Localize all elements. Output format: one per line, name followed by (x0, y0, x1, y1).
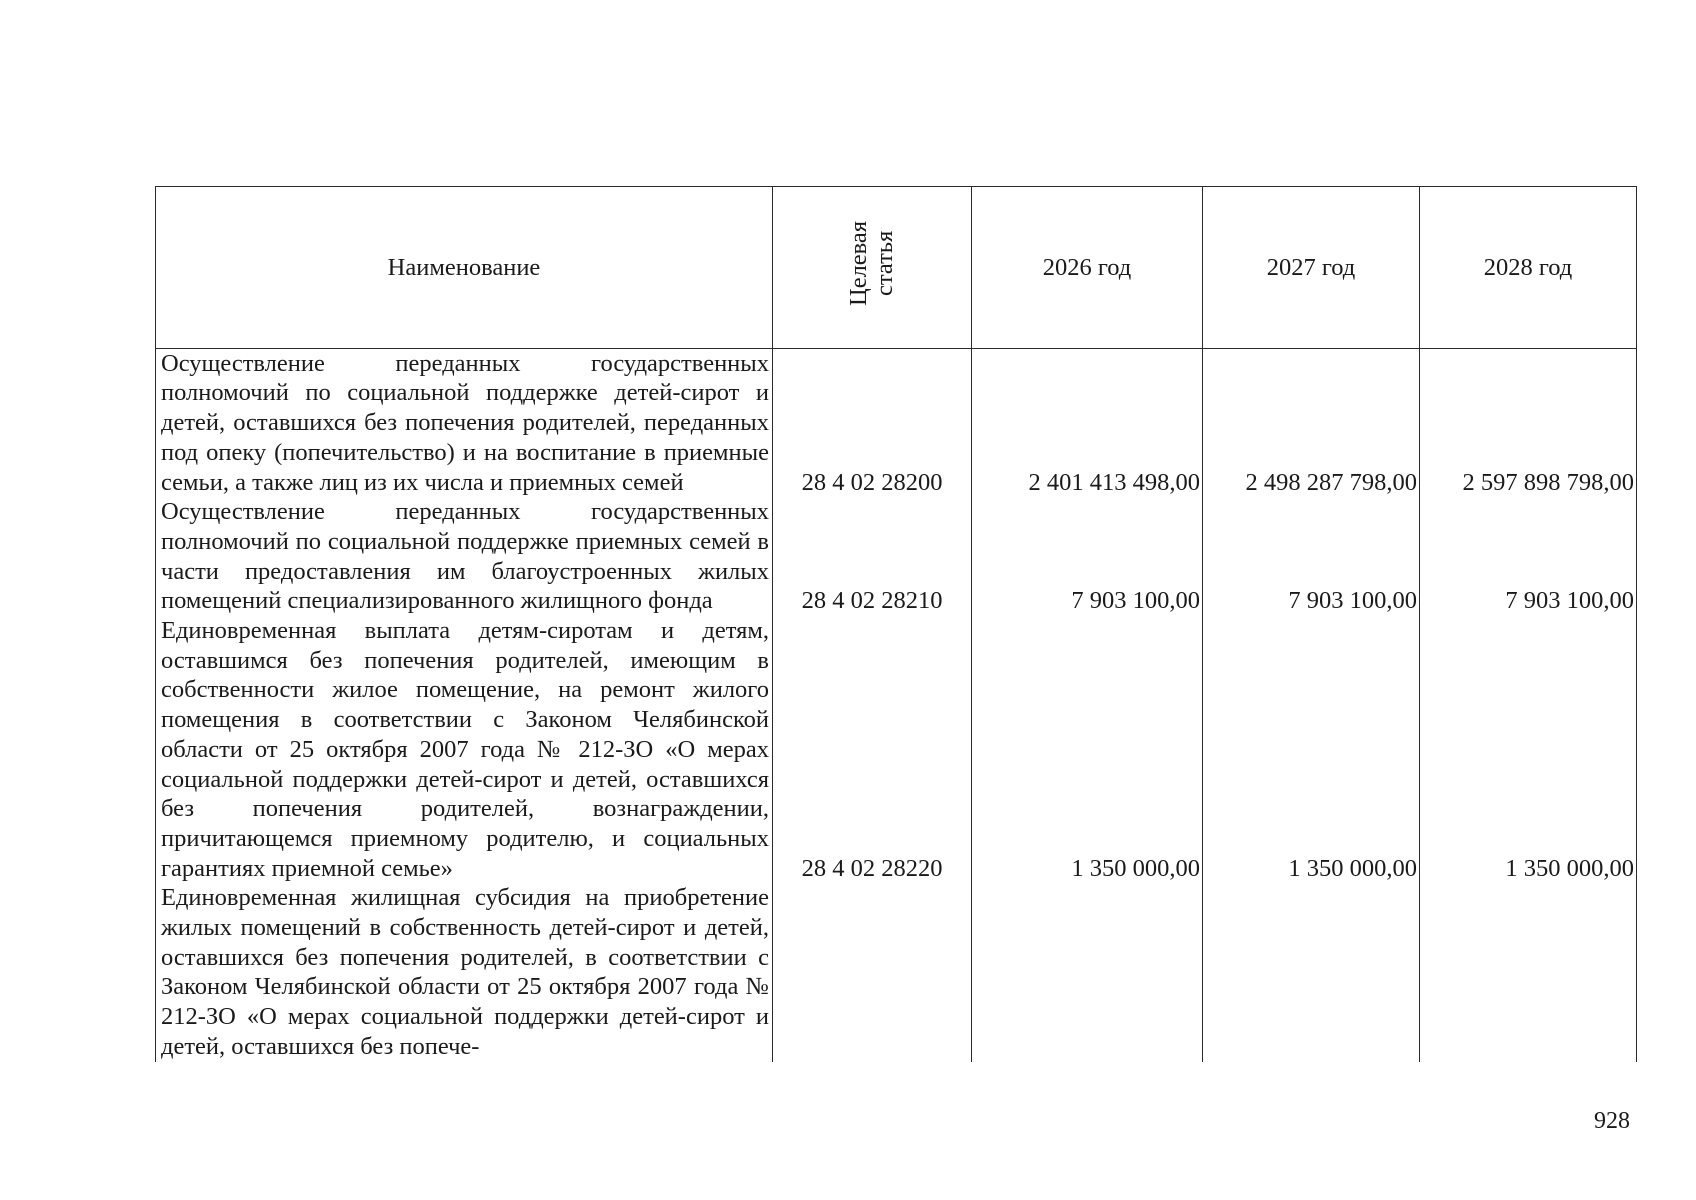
row-value-2027: 1 350 000,00 (1203, 616, 1420, 883)
row-name: Единовременная выплата детям-сиротам и детям, оставшимся без попечения родителей, имеющим в собственности жилое помещение, на ремонт жилого помещения в соответствии с Законом Челябинской области от 25 октября 2007 года № 212-ЗО «О мерах социальной поддержки детей-сирот и детей, оставшихся без попечения родителей, вознаграждении, причитающемся приемному родителю, и социальных гарантиях приемной семье» (156, 616, 773, 883)
row-value-2026: 1 350 000,00 (972, 616, 1203, 883)
header-2028: 2028 год (1420, 187, 1637, 349)
table-row (156, 497, 1637, 616)
table-row (156, 883, 1637, 1061)
row-value-2026: 7 903 100,00 (972, 497, 1203, 616)
row-value-2026: 2 401 413 498,00 (972, 348, 1203, 497)
header-code-label: Целевая статья (845, 220, 898, 307)
row-value-2027: 7 903 100,00 (1203, 497, 1420, 616)
row-code (773, 883, 972, 1061)
page-number: 928 (1594, 1108, 1630, 1134)
row-value-2028: 7 903 100,00 (1420, 497, 1637, 616)
header-code (773, 187, 972, 349)
header-row (156, 187, 1637, 349)
header-2027: 2027 год (1203, 187, 1420, 349)
row-code: 28 4 02 28200 (773, 348, 972, 497)
header-name: Наименование (156, 187, 773, 349)
row-value-2028: 2 597 898 798,00 (1420, 348, 1637, 497)
row-value-2028: 1 350 000,00 (1420, 616, 1637, 883)
row-value-2027 (1203, 883, 1420, 1061)
row-value-2027: 2 498 287 798,00 (1203, 348, 1420, 497)
row-value-2026 (972, 883, 1203, 1061)
row-name: Единовременная жилищная субсидия на приобретение жилых помещений в собственность детей-сирот и детей, оставшихся без попечения родителей, в соответствии с Законом Челябинской области от 25 октября 2007 года № 212-ЗО «О мерах социальной поддержки детей-сирот и детей, оставшихся без попече- (156, 883, 773, 1061)
budget-table (155, 186, 1637, 1062)
row-name: Осуществление переданных государственных полномочий по социальной поддержке приемных семей в части предоставления им благоустроенных жилых помещений специализированного жилищного фонда (156, 497, 773, 616)
row-code: 28 4 02 28210 (773, 497, 972, 616)
row-name: Осуществление переданных государственных полномочий по социальной поддержке детей-сирот и детей, оставшихся без попечения родителей, переданных под опеку (попечительство) и на воспитание в приемные семьи, а также лиц из их числа и приемных семей (156, 348, 773, 497)
header-2026: 2026 год (972, 187, 1203, 349)
row-value-2028 (1420, 883, 1637, 1061)
row-code: 28 4 02 28220 (773, 616, 972, 883)
table-row (156, 348, 1637, 497)
table-row (156, 616, 1637, 883)
